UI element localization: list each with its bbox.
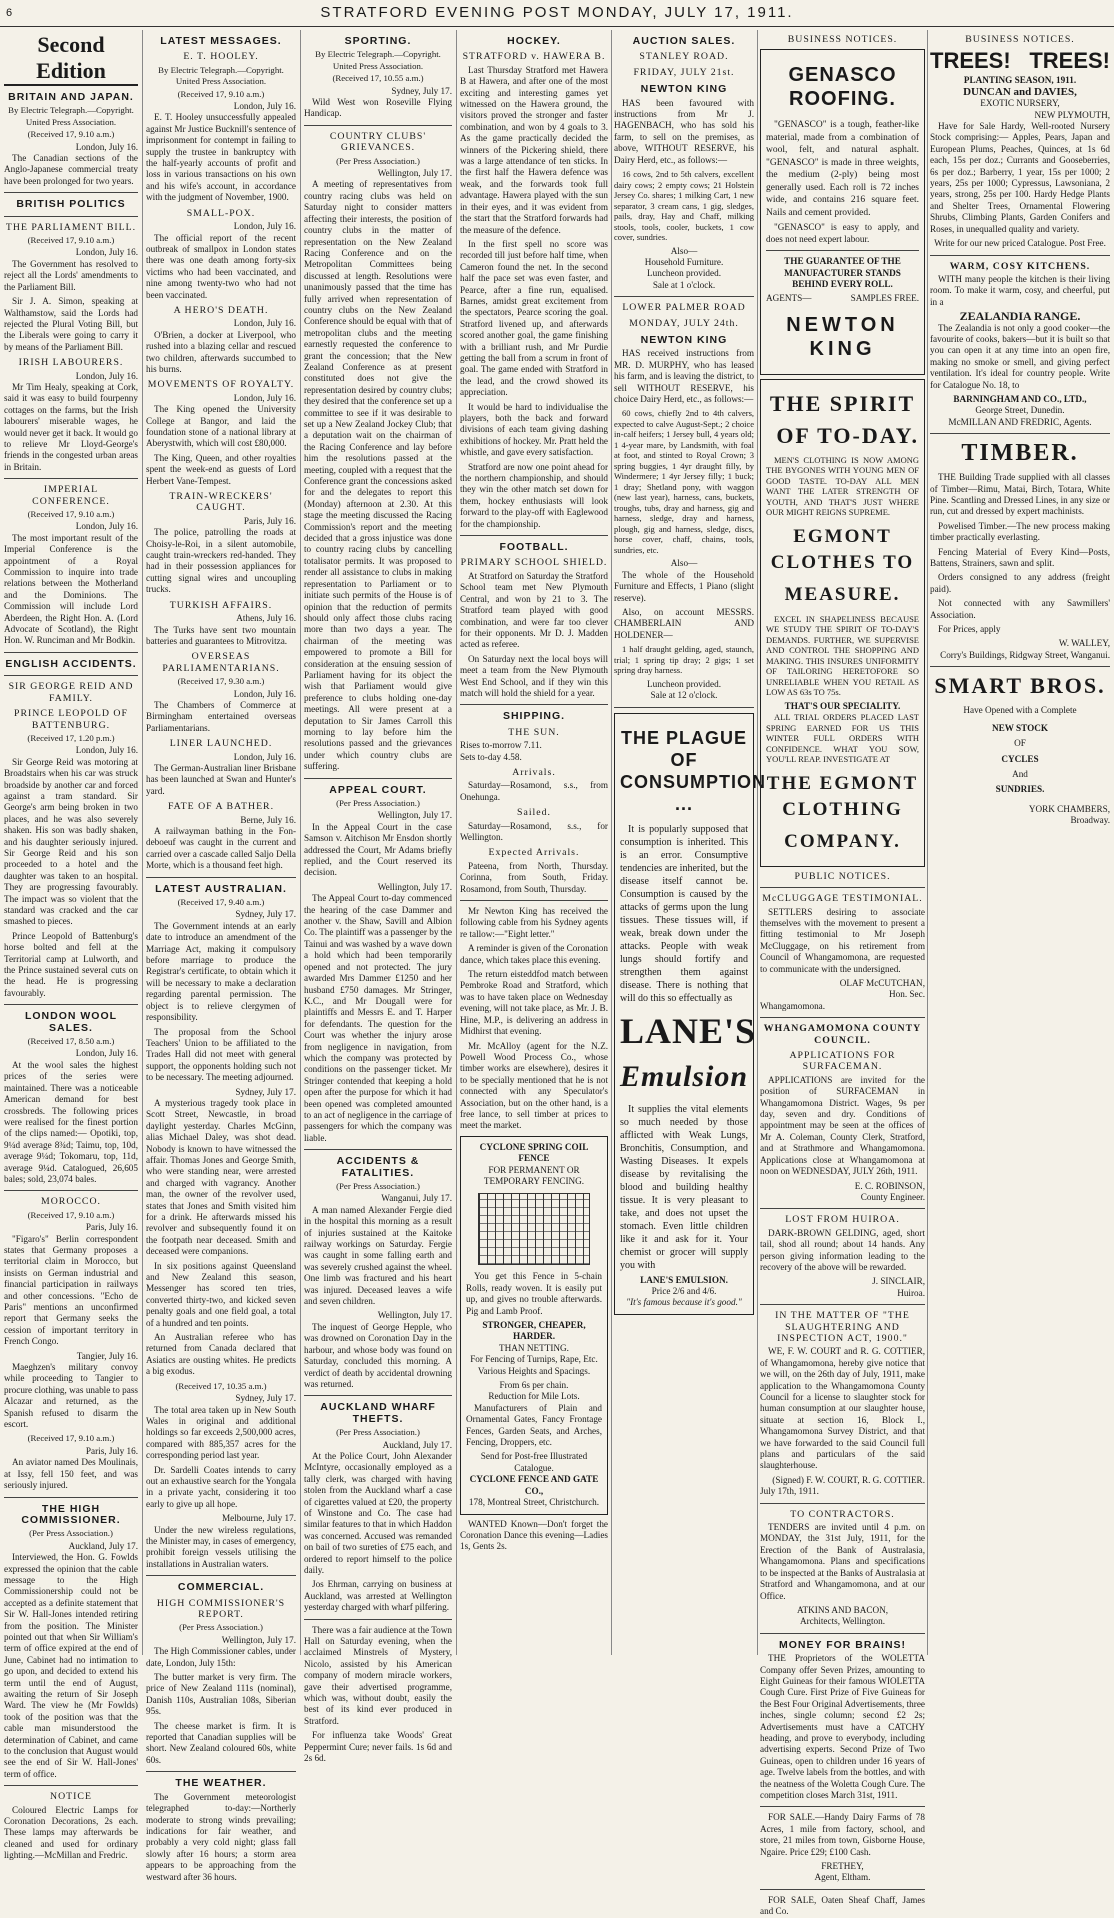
headline: SMALL-POX. [186,207,256,219]
headline: TO CONTRACTORS. [790,1508,895,1520]
ad-address: Corry's Buildings, Ridgway Street, Wanganui. [940,649,1110,660]
auctioneer-name: NEWTON KING [640,83,728,96]
dateline: Melbourne, July 17. [221,1513,296,1524]
edition-title: Second Edition [4,32,138,86]
ad-heading: TREES! [930,48,1011,74]
article-text: Stratford are now one point ahead for the northern championship, and should they win the other match set down for them, hockey enthusiasts will look forward to the play-off with Eaglewood for the championship. [460,461,608,529]
egmont-clothing-ad [760,379,925,867]
ad-company: CYCLONE FENCE AND GATE CO., [469,1474,599,1496]
dateline: London, July 16. [75,745,138,756]
ad-text: And [1012,768,1028,779]
article-text: The Appeal Court to-day commenced the hearing of the case Dammer and another v. the Shaw, Savill and Albion Co. The plaintiff was a passenger by the Tainui and was washed by a wave down a hold which had been temporarily opened and not protected. The jury awarded Mrs Dammer £1250 and her husband £750 damages. Mr Stringer, K.C., and Mr Dougall were for plaintiffs and Messrs E. and T. Harper for defendants. The question for the Court was whether the injury arose from negligence in navigation, from which the company was protected by conditions on the passenger ticket. Mr Stringer contended that keeping a hold open after the purpose for which it had been opened was completed amounted to an act of negligence in the carriage of passengers for which the company was liable. [304,893,452,1143]
received-time: (Received 17, 10.55 a.m.) [332,73,424,84]
notice-date: July 17th, 1911. [760,1486,819,1497]
ad-text: THE Building Trade supplied with all classes of Timber—Rimu, Matai, Birch, Totara, White Pine. Scantling and Dressed Lines, in any size or run, cut and dressed by expert machinists. [930,472,1110,517]
ad-text: Luncheon provided. [647,678,721,689]
ad-text: It supplies the vital elements so much needed by those afflicted with Weak Lungs, Bronchitis, Consumption, and Wasting Diseases. It expels disease by revitalising the blood and building healthy tissue. It is very pleasant to take, and does not upset the stomach. Even little children like it and ask for it. Your chemist or grocer will supply you with [620,1103,748,1271]
assoc-line: (Per Press Association.) [336,798,420,808]
notice-sign: OLAF McCUTCHAN, [839,978,925,988]
ad-text: Send for Post-free Illustrated Catalogue. [480,1451,588,1473]
article-text: Sir J. A. Simon, speaking at Walthamstow, said the Lords had rejected the Plural Voting Bill, but the Liberals were going to carry it by means of the Parliament Bill. [4,296,138,352]
ad-text: Also— [670,245,698,256]
notice-text: THE Proprietors of the WOLETTA Company offer Seven Prizes, amounting to Eight Guineas for their famous WIOLETTA Cough Cure. First Prize of Five Guineas for the Best Four Original Advertisements, three inches, single column; second £2 2s; Advertisements must have a CATCHY heading, and prove to everybody, including advertising experts. Second Prize of Two Guineas, open to children under 16 years of age. Twelve labels from the bottles, and with the neatness of the Woletta Cough Cure. The competition closes March 31st, 1911. [760,1653,925,1800]
dateline: London, July 16. [75,1048,138,1059]
ad-text: THAT'S OUR SPECIALITY. [784,700,901,711]
article-text: In the first spell no score was recorded till just before half time, when Cameron found the net. In the second half the pace set was even faster, and Pearce, after a fine run, equalised. Barnes, amidst great excitement from the spectators, Pearce scoring the goal. Stratford livened up, and afterwards scored another goal, the game finishing with a brilliant rush, and Mr Purdie getting the ball from a scrum in front of goal. The game ended with Stratford in the lead, and the crowd showed its appreciation. [460,238,608,398]
ad-brand: ZEALANDIA RANGE. [959,309,1081,324]
ad-company: DUNCAN and DAVIES, [963,85,1077,98]
ad-text: For Prices, apply [938,624,1001,635]
headline: LOST FROM HUIROA. [785,1214,900,1226]
column-rule [300,30,301,1655]
section-heading: LATEST AUSTRALIAN. [155,882,287,895]
headline: PRIMARY SCHOOL SHIELD. [460,557,608,569]
ad-text: For Fencing of Turnips, Rape, Etc. Various Heights and Spacings. [470,1354,598,1376]
assoc-line: (Per Press Association.) [336,1427,420,1438]
headline: FATE OF A BATHER. [167,801,275,813]
assoc-line: (Per Press Association.) [336,155,420,166]
section-heading: ENGLISH ACCIDENTS. [5,657,137,670]
article-text: There was a fair audience at the Town Hall on Saturday evening, when the acclaimed Minstrels of Mystery, Nicolo, assisted by his American company of modern miracle workers, gave their advertised programme, which was, without doubt, easily the best of its kind ever produced in Stratford. [304,1624,452,1726]
notice-sign: Hon. Sec. [889,989,925,1000]
ad-price: Price 2/6 and 4/6. [651,1286,717,1296]
article-text: Saturday—Rosamond, s.s., for Wellington. [460,820,608,842]
ad-subheading: STRONGER, CHEAPER, HARDER. [482,1320,586,1342]
ad-company: COMPANY. [784,830,901,852]
sale-location: STANLEY ROAD. [639,51,729,63]
article-text: Wild West won Roseville Flying Handicap. [304,97,452,119]
notice-sign: (Signed) F. W. COURT, R. G. COTTIER. [772,1474,925,1485]
ad-text: Have for Sale Hardy, Well-rooted Nursery Stock comprising:— Apples, Pears, Japan and European Plums, Peaches, Quinces, at 1s 6d each, 15s per doz.; Currants and Gooseberries, 6s per doz.; Barberry, 1 year, 15s per 1000; 2 years, 25s per 1000; Cypressus, Lawsoniana, 2 years, strong, 25s per 100. Hardy Hedge Plants and Shelter Trees, Ornamental Flowering Shrubs, Climbing Plants, Garden Conifers and Roses, in unequalled quality and variety. [930,121,1110,234]
ad-text: CYCLES [1001,753,1039,764]
ad-text: Also— [670,558,698,569]
dateline: London, July 16. [75,370,138,381]
headline: SIR GEORGE REID AND FAMILY. [8,681,134,704]
ad-company: W. WALLEY, [1058,638,1110,649]
article-text: The cheese market is firm. It is reported that Canadian supplies will be short. New Zealand coloured 60s, white 60s. [146,1720,296,1765]
dateline: London, July 16. [233,221,296,232]
article-text: At Stratford on Saturday the Stratford School team met New Plymouth Central, and won by 21 to 3. The Stratford team played with good combination, and were far too clever for their opponents. Mr D. J. Madden acted as referee. [460,570,608,650]
byline: By Electric Telegraph.—Copyright. United Press Association. [8,105,134,127]
ad-text: "GENASCO" is a tough, feather-like material, made from a combination of wool, felt, and natural asphalt. "GENASCO" is made in three weights, the medium (2-ply) being most generally used. Each roll is 72 inches wide, and contains 216 square feet. Nails and cement provided. [766,120,919,218]
received-time: (Received 17, 8.50 a.m.) [27,1036,115,1047]
section-heading: APPEAL COURT. [329,783,427,796]
headline: MOVEMENTS OF ROYALTY. [147,379,295,391]
ad-company: BARNINGHAM AND CO., LTD., [953,393,1087,404]
received-time: (Received 17, 9.10 a.m.) [27,509,115,519]
section-heading: ACCIDENTS & FATALITIES. [336,1155,420,1179]
classified-ad: WANTED Known—Don't forget the Coronation Dance this evening—Ladies 1s, Gents 2s. [460,1518,608,1552]
ad-text: EXCEL IN SHAPELINESS BECAUSE WE STUDY THE SPIRIT OF TO-DAY'S DEMANDS. FURTHER, WE SUPERVISE AND CONTROL THE SHOPPING AND MAKING. THIS INSURES UNIFORMITY OF TAILORING HERETOFORE SO UNRELIABLE WHEN YOU RETAIL AS LOW AS 63s TO 75s. [766,613,919,698]
headline: STRATFORD v. HAWERA B. [462,51,606,63]
fence-illustration-icon [478,1193,590,1265]
section-heading: SPORTING. [344,35,412,47]
section-heading: FOOTBALL. [499,541,569,554]
column-2 [146,30,296,1882]
received-time: (Received 17, 9.40 a.m.) [177,897,265,908]
received-time: (Received 17, 9.10 a.m.) [27,235,115,246]
dateline: Auckland, July 17. [68,1540,138,1551]
section-heading: BRITISH POLITICS [16,198,126,211]
ad-text: Luncheon provided. [647,268,721,279]
ad-text: The Zealandia is not only a good cooker—the favourite of cooks, bakers—but it is built so that you can open it at any time into an open fire, making no smoke or smell, and giving perfect ventilation. It's ideal for country people. Write for Catalogue No. 18, to [930,322,1110,390]
column-rule [142,30,143,1655]
ad-text: 1 half draught gelding, aged, staunch, trial; 1 spring tip dray; 2 gigs; 1 set spring dray harness. [614,644,754,676]
sale-date: FRIDAY, JULY 21st. [633,66,735,78]
sub-heading: Expected Arrivals. [488,847,580,859]
section-heading: AUCKLAND WHARF THEFTS. [320,1401,436,1425]
ad-text: WITH many people the kitchen is their living room. To make it warm, cosy, and cheerful, put in a [930,273,1110,307]
article-text: An Australian referee who has returned from Canada declared that Asiatics are ousting whites. He predicts a big exodus. [146,1332,296,1377]
ad-text: Sale at 12 o'clock. [650,690,718,701]
article-text: It would be hard to individualise the players, both the back and forward divisions of each team giving dashing exhibitions of hockey. Mr. Pratt held the whistle, and gave every satisfaction. [460,401,608,458]
section-heading: HOCKEY. [507,35,561,47]
article-text: The police, patrolling the roads at Choisy-le-Roi, in a silent automobile, caught train-wreckers red-handed. They had in their possession appliances for cutting signal wires and uncoupling trucks. [146,527,296,595]
article-text: The Turks have sent two mountain batteries and guarantees to Mitrovitza. [146,624,296,646]
column-rule [757,30,758,1655]
article-text: The Chambers of Commerce at Birmingham entertained overseas Parliamentarians. [146,699,296,733]
received-time: (Received 17, 9.30 a.m.) [177,676,265,687]
article-text: The inquest of George Hepple, who was drowned on Coronation Day in the harbour, and whose body was found on Saturday, concluded this morning. A verdict of death by accidental drowning was returned. [304,1321,452,1389]
notice-sign: J. SINCLAIR, [872,1276,925,1287]
article-text: On Saturday next the local boys will meet a team from the New Plymouth West End School, and if they win this match will hold the shield for a year. [460,653,608,698]
ad-heading: GENASCO ROOFING. [788,64,897,111]
ad-price: From 6s per chain. [499,1380,569,1391]
dateline: Berne, July 16. [240,814,296,825]
article-text: The butter market is very firm. The price of New Zealand 111s (nominal), Danish 110s, Australian 108s, Siberian 95s. [146,1672,296,1717]
article-text: In six positions against Queensland and New Zealand this season, Messenger has scored ten tries, converted thirty-two, and kicked seven penalty goals and one field goal, a total of a hundred and ten points. [146,1260,296,1328]
ad-text: MEN'S CLOTHING IS NOW AMONG THE BYGONES WITH YOUNG MEN OF GOOD TASTE. TO-DAY ALL MEN WANT THE LATER STRENGTH OF YOUTH, AND THAT'S JUST WHERE OUR MIGHT REIGNS SUPREME. [766,454,919,518]
ad-address: 178, Montreal Street, Christchurch. [468,1497,600,1508]
notice-text: FOR SALE.—Handy Dairy Farms of 78 Acres, 1 mile from factory, school, and store, 21 miles from town, Gisborne House, Ngaire. Price £29; £100 Cash. [760,1812,925,1857]
article-text: The proposal from the School Teachers' Union to be affiliated to the Trades Hall did not meet with general support, the opponents holding such not to be necessary. The meeting adjourned. [146,1026,296,1083]
dateline: Wellington, July 17. [221,1634,296,1645]
sub-heading: Sailed. [517,807,551,819]
headline: THE SUN. [508,726,560,738]
article-text: O'Brien, a docker at Liverpool, who rushed into a blazing cellar and rescued two children, afterwards succumbed to his burns. [146,329,296,374]
column-6 [760,30,925,1917]
article-text: The Government meteorologist telegraphed to-day:—Northerly moderate to strong winds prevailing; indications for fair weather, and probably a very cold night; glass fall slowly after 16 hours; a storm area appears to be approaching from the westward after 36 hours. [146,1791,296,1882]
headline: MONEY FOR BRAINS! [778,1638,907,1651]
article-text: A mysterious tragedy took place in Scott Street, Newcastle, in broad daylight yesterday. Charles McGinn, alias Michael Daley, was shot dead. Nobody is known to have witnessed the affair. Thomas Jones and George Smith, who were standing near, were arrested and charged with vagrancy. Another man, the owner of the revolver used, states that Jones and Smith visited him for a drink. He afterwards missed his revolver and subsequently found it on the footpath near deceased. Smith and deceased were companions. [146,1097,296,1257]
dateline: London, July 16. [233,318,296,329]
received-time: (Received 17, 9.10 a.m.) [27,1209,115,1220]
dateline: Sydney, July 17. [235,909,296,920]
notice-text: APPLICATIONS are invited for the position of SURFACEMAN in Whangamomona District. Wages, 9s per day, seven and dry. Conditions of appointment may be seen at the offices of Mr A. Coleman, County Clerk, Stratford, and at Strathmore and Whangamomona. Applications close at Whangamomona at noon on WEDNESDAY, JULY 26th, 1911. [760,1074,925,1177]
genasco-ad [760,49,925,374]
notice-text: SETTLERS desiring to associate themselves with the movement to present a fitting testimonial to Mr Joseph McCluggage, on his retirement from Council of Whangamomona, are requested to communicate with the undersigned. [760,906,925,974]
ad-text: HAS been favoured with instructions from Mr J. HAGENBACH, who has sold his farm, to sell on the premises, as above, WITHOUT RESERVE, his Dairy Herd, etc., as follows:— [614,97,754,165]
headline: MOROCCO. [41,1196,101,1208]
headline: THE PARLIAMENT BILL. [5,221,137,233]
auctioneer-name: NEWTON KING [640,334,728,346]
article-text: The Government intends at an early date to introduce an amendment of the Marriage Act, making it compulsory before marriage to produce the Registrar's certificate, to obtain which it will be necessary to make a declaration regarding parental permission. The object is to relieve clergymen of responsibility. [146,920,296,1023]
ad-address: George Street, Dunedin. [975,405,1065,416]
article-text: Mr. McAlloy (agent for the N.Z. Powell Wood Process Co., whose timber works are elsewhere), desires it to be specially mentioned that he is not connected with any Speculator's Association, but on the other hand, is a free lance, to sell timber at prices to meet the market. [460,1040,608,1131]
ad-text: HAS received instructions from MR. D. MURPHY, who has leased his farm, and is leaving the district, to sell WITHOUT RESERVE, his choice Dairy Herd, etc., as follows:— [614,348,754,405]
ad-heading: TREES! [1029,48,1110,74]
headline: A HERO'S DEATH. [173,304,269,316]
article-text: The King opened the University College at Bangor, and laid the foundation stone of a national library at Aberystwith, which will cost £80,000. [146,404,296,449]
article-text: The Canadian sections of the Anglo-Japanese commercial treaty have been prolonged for two years. [4,153,138,186]
ad-text: The whole of the Household Furniture and Effects, 1 Piano (slight reserve). [614,569,754,603]
dateline: Tangier, July 16. [76,1350,138,1361]
ad-company: NEWTON KING [786,313,899,360]
assoc-line: (Per Press Association.) [29,1528,113,1539]
article-text: Mr Newton King has received the following cable from his Sydney agents re tallow:—"Eight letter." [460,906,608,939]
headline: HIGH COMMISSIONER'S REPORT. [156,1597,286,1620]
notice-sign: Agent, Eltham. [814,1872,871,1883]
section-heading: THE WEATHER. [175,1777,267,1790]
ad-heading: OF TO-DAY. [776,422,919,448]
article-text: The Government has resolved to reject all the Lords' amendments to the Parliament Bill. [4,258,138,292]
ad-text: Powelised Timber.—The new process making timber practically everlasting. [930,520,1110,543]
ad-heading: WARM, COSY KITCHENS. [949,260,1091,272]
article-text: Coloured Electric Lamps for Coronation Decorations, 2s each. These lamps may afterwards be cleaned and used for ordinary lighting.—McMillan and Fredric. [4,1804,138,1861]
ad-text: Reduction for Mile Lots. [488,1391,580,1402]
headline: LINER LAUNCHED. [169,738,273,750]
ad-text: Orders consigned to any address (freight paid). [930,572,1110,594]
headline: IN THE MATTER OF "THE SLAUGHTERING AND INSPECTION ACT, 1900." [775,1310,910,1344]
ad-brand: Emulsion [620,1059,749,1093]
dateline: London, July 16. [233,751,296,762]
ad-brand: LANE'S [620,1010,757,1051]
headline: NOTICE [50,1791,92,1803]
dateline: Sydney, July 17. [235,1086,296,1097]
column-rule [927,30,928,1655]
column-7 [930,30,1110,1655]
ad-text: ALL TRIAL ORDERS PLACED LAST SPRING EARNED FOR US THIS WINTER FULL ORDERS WITH CONFIDENCE. WHAT YOU SOW, YOU'LL REAP. INVESTIGATE AT [766,712,919,765]
byline: By Electric Telegraph.—Copyright. United Press Association. [315,49,441,71]
article-text: The official report of the recent outbreak of smallpox in London states there was one death among forty-six victims who had been vaccinated, and nine among twenty-two who had not been vaccinated. [146,232,296,300]
notice-sign: E. C. ROBINSON, [854,1180,925,1191]
section-heading: AUCTION SALES. [632,35,736,47]
article-text: Sir George Reid was motoring at Broadstairs when his car was struck broadside by another car and forced against a tram standard. Sir George's arm being broken in two places, and he was also severely shaken. His son was badly shaken, and his daughter seriously injured. Sir George Reid and his son proceeded to a hotel and the daughter was taken to an hospital. They are progressing favourably. The impact was so violent that the standard was cracked and the car smashed to pieces. [4,756,138,927]
sun-sets: Sets to-day 4.58. [460,751,522,762]
article-text: A man named Alexander Fergie died in the hospital this morning as a result of injuries sustained at the Kaitoke railway workings on Saturday. Fergie was caught in some falling earth and was severely crushed against the wheel. One limb was fractured and his heart was injured. Deceased leaves a wife and seven children. [304,1204,452,1307]
article-text: E. T. Hooley unsuccessfully appealed against Mr Justice Bucknill's sentence of imprisonment for contempt in failing to supply the trustee in bankruptcy with the half-yearly accounts of profit and loss in various transactions on his own and his wife's account, in accordance with the judgment of November, 1900. [146,112,296,203]
section-heading: SHIPPING. [502,710,566,723]
notice-sign: FRETHEY, [821,1861,864,1872]
ad-text: Also, on account MESSRS. CHAMBERLAIN AND HOLDENER— [614,607,754,640]
notice-sign: Architects, Wellington. [799,1616,886,1627]
ad-text: EXOTIC NURSERY, [980,98,1060,109]
ad-brand: LANE'S EMULSION. [640,1274,728,1285]
sale-location: LOWER PALMER ROAD [622,302,746,314]
ad-subheading: FOR PERMANENT OR [488,1164,580,1175]
ad-heading: THE PLAGUE OF CONSUMPTION ... [620,727,766,814]
dateline: Athens, July 16. [236,613,296,624]
ad-heading: THE SPIRIT [769,390,916,416]
dateline: London, July 16. [75,141,138,152]
dateline: Wanganui, July 17. [381,1193,452,1204]
dateline: Wellington, July 17. [377,881,452,892]
ad-text: 60 cows, chiefly 2nd to 4th calvers, expected to calve August-Sept.; 2 choice in-calf heifers; 1 Jersey bull, 4 years old; 1 4-year mare, by Landsmith, with foal at foot, and stinted to Royal Crown; 3 spring buggies, 1 4yr draught filly, by Windermere; 1 4yr Jersey filly; 1 buck; 1 dray; Shetland pony, with waggon (new last year), harness, cans, buckets, troughs, tubs, dray and harness, gig and harness, sledge, dray and harness, plough, gig and harness, sledge, discs, horse cover, chaff, chains, tools, sundries, etc. [614,408,754,555]
article-text: Jos Ehrman, carrying on business at Auckland, was arrested at Wellington yesterday charged with wharf pilfering. [304,1579,452,1613]
article-text: Maeghzen's military convoy while proceeding to Tangier to procure clothing, was unable to pass Alcazar and returned, as the Spanish refused to disarm the escort. [4,1362,138,1430]
article-text: Dr. Sardelli Coates intends to carry out an exhaustive search for the Yongala in a private yacht, considering it too early to give up all hope. [146,1464,296,1509]
ad-company: THE EGMONT CLOTHING [766,772,919,820]
article-text: Saturday—Rosamond, s.s., from Onehunga. [460,780,608,802]
ad-text: SAMPLES FREE. [850,293,919,304]
dateline: Wellington, July 17. [377,810,452,821]
column-5 [614,30,766,1655]
article-text: A reminder is given of the Coronation dance, which takes place this evening. [460,943,608,965]
article-text: The most important result of the Imperial Conference is the appointment of a Royal Commission to inquire into trade relations between the Motherland and the Dominions. The Commission will include Lord Aberdeen, the Right Hon. A. (Lord Advocate of Scotland), the Right Hon. W. Runciman and Mr Bodkin. [4,532,138,646]
dateline: London, July 16. [75,247,138,258]
headline: WHANGAMOMONA COUNTY COUNCIL. [763,1023,922,1046]
column-rule [456,30,457,1655]
ad-text: Fencing Material of Every Kind—Posts, Battens, Strainers, sawn and split. [930,546,1110,569]
dateline: London, July 16. [233,101,296,112]
dateline: Paris, July 16. [85,1445,138,1456]
article-text: For influenza take Woods' Great Peppermint Cure; never fails. 1s 6d and 2s 6d. [304,1730,452,1764]
ad-text: THE GUARANTEE OF THE MANUFACTURER STANDS BEHIND EVERY ROLL. [784,256,901,290]
headline: TRAIN-WRECKERS' CAUGHT. [169,491,273,514]
article-text: A railwayman bathing in the Fon-deboeuf was caught in the current and carried over a cascade called Saljo Della Morte, which is a thousand feet high. [146,826,296,871]
section-heading: COMMERCIAL. [177,1581,265,1594]
received-time: (Received 17, 9.10 a.m.) [177,88,265,99]
received-time: (Received 17, 10.35 a.m.) [175,1380,267,1391]
headline: PRINCE LEOPOLD OF BATTENBURG. [14,708,128,731]
dateline: Auckland, July 17. [382,1439,452,1450]
ad-text: Have Opened with a Complete [963,705,1077,716]
ad-subheading: TEMPORARY FENCING. [483,1175,585,1186]
headline: THE HIGH COMMISSIONER. [21,1502,121,1526]
dateline: Paris, July 16. [243,515,296,526]
ad-text: You get this Fence in 5-chain Rolls, ready woven. It is easily put up, and gives no trouble afterwards. Pig and Lamb Proof. [466,1271,602,1316]
received-time: (Received 17, 1.20 p.m.) [27,732,115,743]
ad-text: 16 cows, 2nd to 5th calvers, excellent dairy cows; 2 empty cows; 21 Holstein Jersey Co. shares; 1 milking Cart, 1 new separator, 3 cream cans, 1 gig, sledges, pails, dray, Hay and Chaff, milking stools, tools, cooler, buckets, 1 cow cover, sundries. [614,169,754,243]
headline: LONDON WOOL SALES. [24,1010,118,1034]
notice-text: TENDERS are invited until 4 p.m. on MONDAY, the 31st July, 1911, for the Erection of the Bank of Australasia, Whangamomona. Plans and specifications to be inspected at the Banks of Australasia at Stratford and Whangamomona, and at our Office. [760,1522,925,1601]
dateline: London, July 16. [75,521,138,532]
section-heading: LATEST MESSAGES. [160,35,282,47]
notice-text: WE, F. W. COURT and R. G. COTTIER, of Whangamomona, hereby give notice that we will, on the 26th day of July, 1911, make application to the Whangamomona County Council for a license to slaughter stock for human consumption at our slaughter house, situate at section 16, Block I., Whangamomona Survey District, and that we have forwarded to the said Council full plans and particulars of the said slaughterhouse. [760,1346,925,1471]
ad-subheading: PLANTING SEASON, 1911. [963,75,1077,86]
sub-heading: Arrivals. [512,766,556,778]
article-text: The High Commissioner cables, under date, London, July 15th: [146,1646,296,1668]
ad-address: YORK CHAMBERS, [1028,803,1110,814]
dateline: Wellington, July 17. [377,168,452,179]
section-heading: BUSINESS NOTICES. [965,34,1075,45]
article-text: The German-Australian liner Brisbane has been launched at Swan and Hunter's yard. [146,762,296,796]
received-time: (Received 17, 9.10 a.m.) [27,129,115,140]
dateline: Paris, July 16. [85,1222,138,1233]
ad-text: Household Furniture. [644,256,724,267]
headline: TURKISH AFFAIRS. [169,599,273,611]
article-text: The return eisteddfod match between Pembroke Road and Stratford, which was to have taken place on Wednesday evening, will not take place, as Mr. J. B. Hine, M.P., is delivering an address in Midhirst that evening. [460,969,608,1037]
assoc-line: (Per Press Association.) [179,1622,263,1633]
received-time: (Received 17, 9.10 a.m.) [27,1433,115,1444]
notice-sign: Whangamomona. [760,1000,826,1011]
ad-subheading: THAN NETTING. [499,1342,569,1353]
ad-text: NEW STOCK [991,722,1049,733]
headline: BRITAIN AND JAPAN. [8,91,134,103]
ad-text: It is popularly supposed that consumption is inherited. This is an error. Consumptive tendencies are inherited, but the disease itself cannot be. Consumption is caused by the attacks of germs upon the lung tissues. These tissues will, if weak, break down under the attacks. People with weak lungs should fortify and strengthen them against disease. There is nothing that will do this so effectually as [620,823,748,1004]
byline: By Electric Telegraph.—Copyright. United Press Association. [158,64,284,87]
masthead-title: STRATFORD EVENING POST MONDAY, JULY 17, 1911. [320,4,794,21]
column-1 [4,30,138,1861]
ad-text: "GENASCO" is easy to apply, and does not need expert labour. [766,222,919,244]
dateline: London, July 16. [233,392,296,403]
ad-heading: MEASURE. [784,583,901,605]
ad-text: Manufacturers of Plain and Ornamental Gates, Fancy Frontage Fences, Garden Seats, and Arches, Fencing, Droppers, etc. [466,1402,602,1448]
headline: APPLICATIONS FOR SURFACEMAN. [789,1050,896,1073]
dateline: Wellington, July 17. [377,1310,452,1321]
ad-heading: CYCLONE SPRING COIL FENCE [479,1141,589,1164]
section-heading: PUBLIC NOTICES. [794,870,891,882]
headline: OVERSEAS PARLIAMENTARIANS. [162,651,280,674]
headline: E. T. HOOLEY. [183,51,259,63]
ad-heading: EGMONT CLOTHES TO [770,525,915,573]
notice-text: FOR SALE, Oaten Sheaf Chaff, James and Co. [760,1894,925,1917]
dateline: London, July 16. [233,688,296,699]
headline: COUNTRY CLUBS' GRIEVANCES. [329,130,427,154]
sun-rises: Rises to-morrow 7.11. [460,740,542,751]
ad-tagline: "It's famous because it's good." [626,1297,742,1308]
notice-text: DARK-BROWN GELDING, aged, short tail, shod all round; about 14 hands. Any person giving information leading to the recovery of the above will be rewarded. [760,1227,925,1272]
masthead [0,0,1114,27]
article-text: The King, Queen, and other royalties spent the week-end as guests of Lord Herbert Vane-Tempest. [146,452,296,486]
headline: McCLUGGAGE TESTIMONIAL. [762,893,923,905]
notice-sign: County Engineer. [860,1191,925,1202]
article-text: Under the new wireless regulations, the Minister may, in cases of emergency, prohibit foreign vessels utilising the installations in Australian waters. [146,1524,296,1569]
ad-text: OF [1014,738,1026,749]
article-text: "Figaro's" Berlin correspondent states that Germany proposes a territorial claim in Morocco, but insists on German industrial and financial participation in railways and other concessions. "Echo de Paris" mentions an unconfirmed report that Germany seeks the cession of important territory in French Congo. [4,1233,138,1347]
headline: IMPERIAL CONFERENCE. [32,484,110,507]
article-text: In the Appeal Court in the case Samson v. Aitchison Mr Ensdon shortly addressed the Court, Mr Adams briefly replied, and the Court reserved its decision. [304,821,452,878]
sale-date: MONDAY, JULY 24th. [629,317,739,329]
article-text: Prince Leopold of Battenburg's horse bolted and fell at the Territorial camp at Lulworth, and the Prince sustained several cuts on the head. He is progressing favourably. [4,930,138,998]
ad-text: AGENTS— [766,293,812,304]
dateline: Sydney, July 17. [391,85,452,96]
dateline: Sydney, July 17. [235,1393,296,1404]
ad-text: SUNDRIES. [995,784,1045,795]
page-number: 6 [6,7,13,19]
ad-heading: TIMBER. [961,440,1079,467]
notice-sign: ATKINS AND BACON, [796,1604,889,1615]
column-rule [611,30,612,1655]
cyclone-fence-ad [460,1136,608,1515]
ad-heading: SMART BROS. [934,673,1106,699]
column-3 [304,30,452,1764]
notice-sign: Huiroa. [897,1287,925,1298]
article-text: Last Thursday Stratford met Hawera B at Hawera, and after one of the most exciting and interesting games yet witnessed on the Hawera ground, the visitors proved the stronger and faster combination, and won by 4 goals to 3. As the game practically decided the winners of the Pickering shield, there was a large attendance of ten sticks. In the first half the Hawera defence was weak, and the forwards took full advantage. Hawera played with the sun in their eyes, and it was evident from the start that the Stratford forwards had the measure of the defence. [460,64,608,235]
section-heading: BUSINESS NOTICES. [787,34,898,45]
article-text: Interviewed, the Hon. G. Fowlds expressed the opinion that the cable message to the High Commissionership could not be accepted as a definite statement that Sir W. Hall-Jones intended retiring from the position. The Minister pointed out that when Sir William's term of office expired at the end of June, Cabinet had no intimation to go upon, and decided to extend his term until the end of August, awaiting the return of Sir Joseph Ward. The view he (Mr Fowlds) took of the position was that the cable man misunderstood the determination of Cabinet, and came to the conclusion that August would see the end of Sir W. Hall-Jones' term of office. [4,1552,138,1779]
ad-agent: McMILLAN AND FREDRIC, Agents. [948,416,1092,427]
article-text: At the wool sales the highest prices of the series were maintained. There was a noticeable American demand for best crossbreds. The following prices were realised for the finest portion of the clips named:— Opotiki, top, 9¼d average 8¾d; Taimu, top, 10d, average 9¼d; Tokomaru, top, 11d, average 9¼d. Catalogued, 26,605 bales; sold, 23,074 bales. [4,1059,138,1184]
ad-text: Write for our new priced Catalogue. Post Free. [934,238,1106,249]
lanes-emulsion-ad [614,713,766,1315]
column-4 [460,30,608,1655]
article-text: The total area taken up in New South Wales in original and additional holdings so far exceeds 2,500,000 acres, compared with 885,357 acres for the corresponding period last year. [146,1404,296,1461]
ad-text: Not connected with any Sawmillers' Association. [930,598,1110,620]
assoc-line: (Per Press Association.) [336,1181,420,1191]
article-text: Mr Tim Healy, speaking at Cork, said it was easy to build fourpenny cottages on the farms, but the Irish labourers' miserable wages, he would never get it back. It would go to relieve Mr Lloyd-George's friends in the congested urban areas in Britain. [4,381,138,472]
headline: IRISH LABOURERS. [18,357,124,369]
article-text: Pateena, from North, Thursday. Corinna, from South, Friday. Rosamond, from South, Thursday. [460,860,608,894]
ad-address: Broadway. [1070,815,1110,826]
ad-text: Sale at 1 o'clock. [652,279,716,290]
ad-text: NEW PLYMOUTH, [1034,109,1110,120]
article-text: At the Police Court, John Alexander McIntyre, occasionally employed as a tally clerk, was charged with having stolen from the Auckland wharf a case of cigarettes valued at £20, the property of Winstone and Co. The case had similar features to that in which Haddon was concerned. Accused was remanded on bail of two sureties of £75 each, and ordered to report himself to the police daily. [304,1450,452,1575]
article-text: A meeting of representatives from country racing clubs was held on Saturday night to consider matters affecting their interests, the position of country clubs in the matter of representation on the New Zealand Racing Conference and on the Metropolitan Committees being discussed at length. Resolutions were unanimously passed that the time has fully arrived when representation of country clubs on the New Zealand Conference should be equal with that of metropolitan clubs and the meeting earnestly requested the conference to grant the concession; that the New Zealand Conference as at present constituted does not give the representation desired by country clubs; they desired that the conference set up a committee to see if it was desirable to set up a New Zealand Jockey Club; that a deputation wait on the chairman of the Racing Conference and lay before him the resolutions passed at the meeting, coupled with a request that the Conference grant the concessions asked for and the delegates to report this (Monday) afternoon at 2.30. At this stage the meeting discussed the Racing Commission's report and the meeting decided that a gross injustice was done to country racing clubs by cancelling totalisator permits. It was proposed to render all assistance to clubs in making representation to Parliament or to initiate such permits of the House is of opinion that the reduction of permits should only affect those clubs racing more than two days a year. The chairman of the meeting was empowered to promote a Bill for consideration at the ensuing session of Parliament having for its object the wish that Parliament would give preference to clubs holding one-day meetings. All were present at a deputation to Sir James Carroll this morning to lay before him the resolutions passed and the grievances under which country clubs are suffering. [304,179,452,772]
article-text: An aviator named Des Moulinais, at Issy, fell 150 feet, and was seriously injured. [4,1457,138,1491]
